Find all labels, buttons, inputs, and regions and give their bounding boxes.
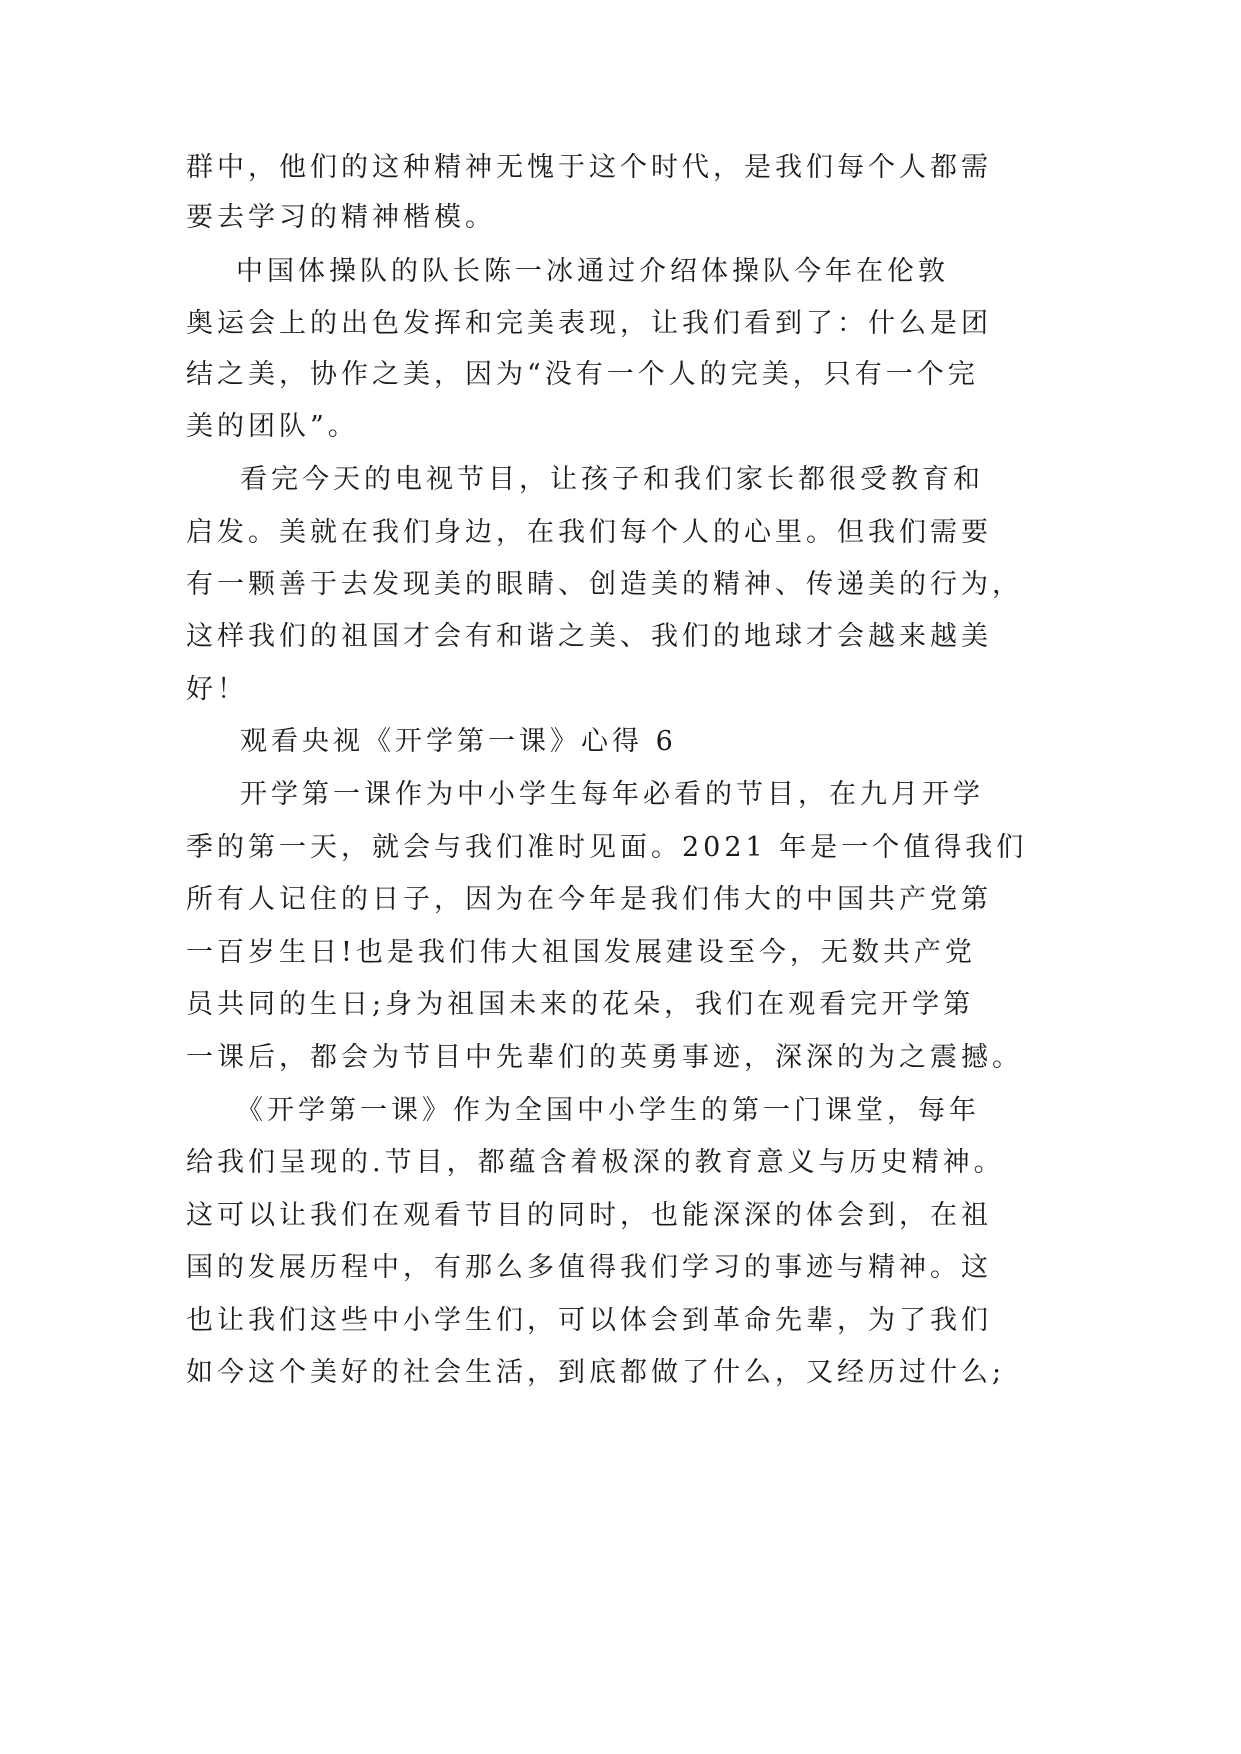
paragraph-first-line: 开学第一课作为中小学生每年必看的节目，在九月开学 <box>240 779 984 810</box>
paragraph-first-line: 中国体操队的队长陈一冰通过介绍体操队今年在伦敦 <box>236 256 949 287</box>
text-line: 员共同的生日;身为祖国未来的花朵，我们在观看完开学第 <box>186 989 975 1020</box>
text-line: 有一颗善于去发现美的眼睛、创造美的精神、传递美的行为， <box>186 569 1023 600</box>
paragraph-first-line: 《开学第一课》作为全国中小学生的第一门课堂，每年 <box>236 1095 980 1126</box>
text-line: 群中，他们的这种精神无愧于这个时代，是我们每个人都需 <box>186 152 992 183</box>
text-line: 要去学习的精神楷模。 <box>186 202 496 233</box>
text-line: 好！ <box>186 674 248 705</box>
section-heading: 观看央视《开学第一课》心得 6 <box>240 726 677 757</box>
text-line: 美的团队”。 <box>186 411 359 442</box>
text-line: 一课后，都会为节目中先辈们的英勇事迹，深深的为之震撼。 <box>186 1042 1023 1073</box>
text-line: 季的第一天，就会与我们准时见面。2021 年是一个值得我们 <box>186 832 1028 863</box>
text-line: 结之美，协作之美，因为“没有一个人的完美，只有一个完 <box>186 359 979 390</box>
text-line: 奥运会上的出色发挥和完美表现，让我们看到了：什么是团 <box>186 308 992 339</box>
text-line: 国的发展历程中，有那么多值得我们学习的事迹与精神。这 <box>186 1252 992 1283</box>
text-line: 启发。美就在我们身边，在我们每个人的心里。但我们需要 <box>186 517 992 548</box>
text-line: 这可以让我们在观看节目的同时，也能深深的体会到，在祖 <box>186 1200 992 1231</box>
paragraph-first-line: 看完今天的电视节目，让孩子和我们家长都很受教育和 <box>240 464 984 495</box>
text-line: 所有人记住的日子，因为在今年是我们伟大的中国共产党第 <box>186 884 992 915</box>
text-line: 如今这个美好的社会生活，到底都做了什么，又经历过什么; <box>186 1357 1006 1388</box>
text-line: 给我们呈现的.节目，都蕴含着极深的教育意义与历史精神。 <box>186 1147 1005 1178</box>
text-line: 也让我们这些中小学生们，可以体会到革命先辈，为了我们 <box>186 1305 992 1336</box>
text-line: 这样我们的祖国才会有和谐之美、我们的地球才会越来越美 <box>186 621 992 652</box>
text-line: 一百岁生日!也是我们伟大祖国发展建设至今，无数共产党 <box>186 937 976 968</box>
